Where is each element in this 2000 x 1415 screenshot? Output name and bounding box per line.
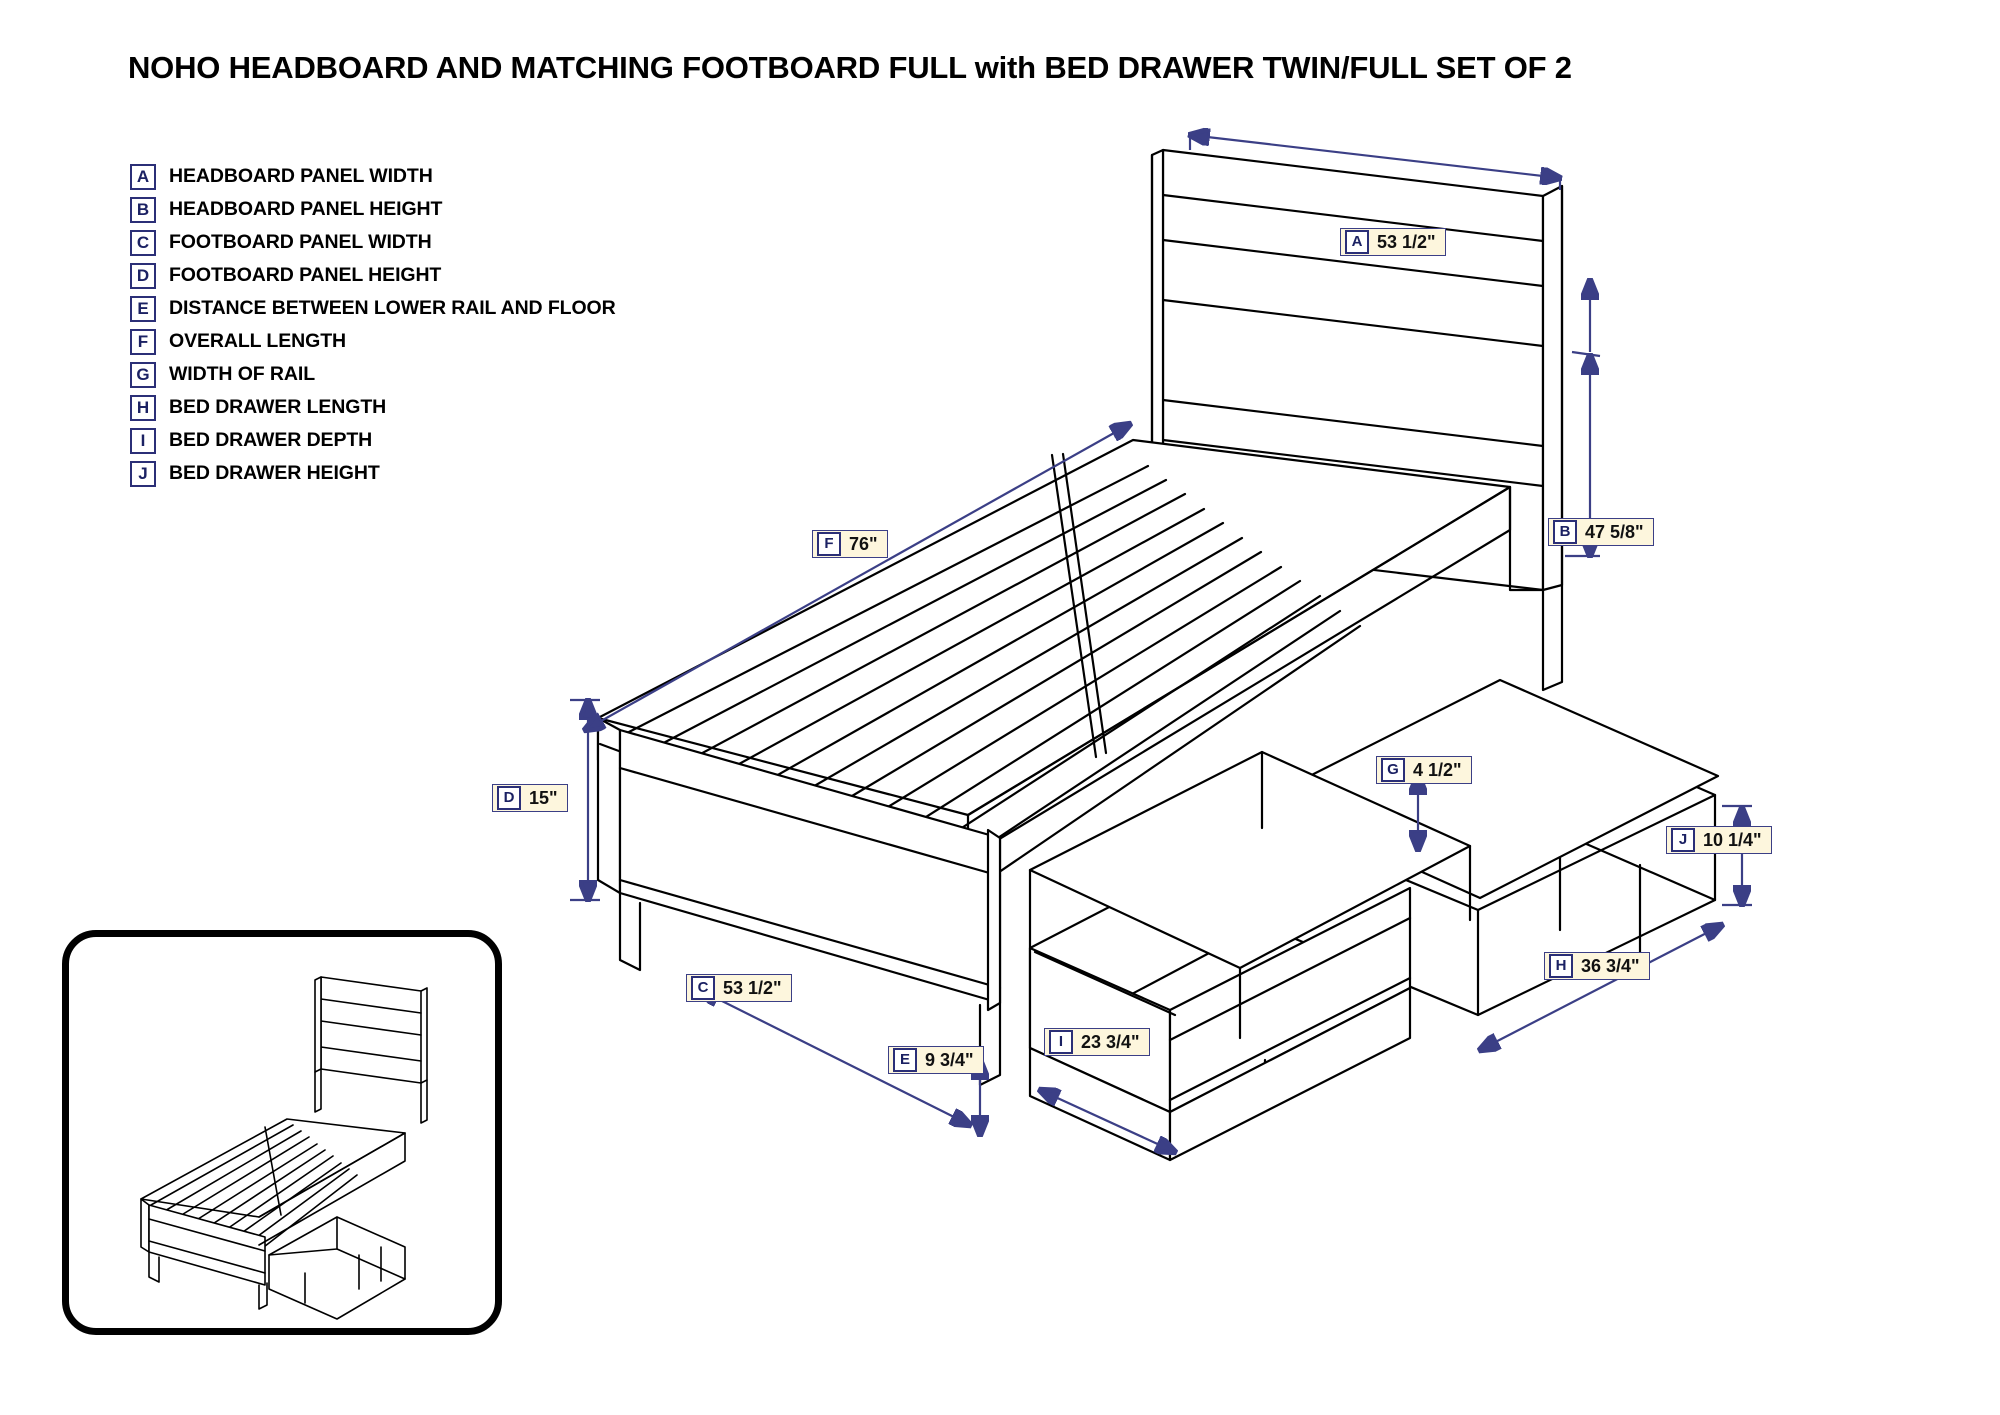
legend-label-h: BED DRAWER LENGTH [169,396,387,418]
legend-label-b: HEADBOARD PANEL HEIGHT [169,198,443,220]
legend-label-a: HEADBOARD PANEL WIDTH [169,165,433,187]
legend-label-i: BED DRAWER DEPTH [169,429,373,451]
dimension-value-j: 10 1/4" [1703,829,1762,850]
legend-badge-c: C [130,230,156,256]
legend-badge-g: G [130,362,156,388]
legend-badge-e: E [130,296,156,322]
legend-badge-j: J [130,461,156,487]
page-title: NOHO HEADBOARD AND MATCHING FOOTBOARD FULL with BED DRAWER TWIN/FULL SET OF 2 [128,50,1572,85]
legend-label-e: DISTANCE BETWEEN LOWER RAIL AND FLOOR [169,297,616,319]
dimension-callout-g [1376,756,1472,784]
dimension-badge-e: E [893,1048,917,1072]
legend-badge-b: B [130,197,156,223]
dimension-badge-c: C [691,976,715,1000]
dimension-value-f: 76" [849,533,878,554]
dimension-callout-e [888,1046,984,1074]
legend-badge-d: D [130,263,156,289]
dimension-callout-i [1044,1028,1150,1056]
dimension-value-h: 36 3/4" [1581,955,1640,976]
dimension-value-c: 53 1/2" [723,977,782,998]
dimension-value-d: 15" [529,787,558,808]
dimension-callout-d [492,784,568,812]
dimension-value-e: 9 3/4" [925,1049,974,1070]
legend-badge-a: A [130,164,156,190]
dimension-badge-d: D [497,786,521,810]
legend-label-d: FOOTBOARD PANEL HEIGHT [169,264,442,286]
dimension-badge-h: H [1549,954,1573,978]
dimension-value-a: 53 1/2" [1377,231,1436,252]
dimension-badge-a: A [1345,230,1369,254]
dimension-badge-j: J [1671,828,1695,852]
dimension-callout-h [1544,952,1650,980]
bed-thumbnail-panel [62,930,502,1335]
dimension-callout-b [1548,518,1654,546]
dimension-callout-a [1340,228,1446,256]
legend-badge-f: F [130,329,156,355]
dimension-badge-b: B [1553,520,1577,544]
legend-badge-h: H [130,395,156,421]
legend-label-c: FOOTBOARD PANEL WIDTH [169,231,432,253]
dimension-value-i: 23 3/4" [1081,1031,1140,1052]
dimension-badge-g: G [1381,758,1405,782]
dimension-badge-f: F [817,532,841,556]
dimension-value-g: 4 1/2" [1413,759,1462,780]
dimension-callout-c [686,974,792,1002]
dimension-badge-i: I [1049,1030,1073,1054]
legend-label-j: BED DRAWER HEIGHT [169,462,380,484]
legend-badge-i: I [130,428,156,454]
dimension-callout-f [812,530,888,558]
dimension-callout-j [1666,826,1772,854]
legend-label-f: OVERALL LENGTH [169,330,346,352]
bed-thumbnail-drawing [69,937,499,1332]
dimension-value-b: 47 5/8" [1585,521,1644,542]
legend-label-g: WIDTH OF RAIL [169,363,316,385]
